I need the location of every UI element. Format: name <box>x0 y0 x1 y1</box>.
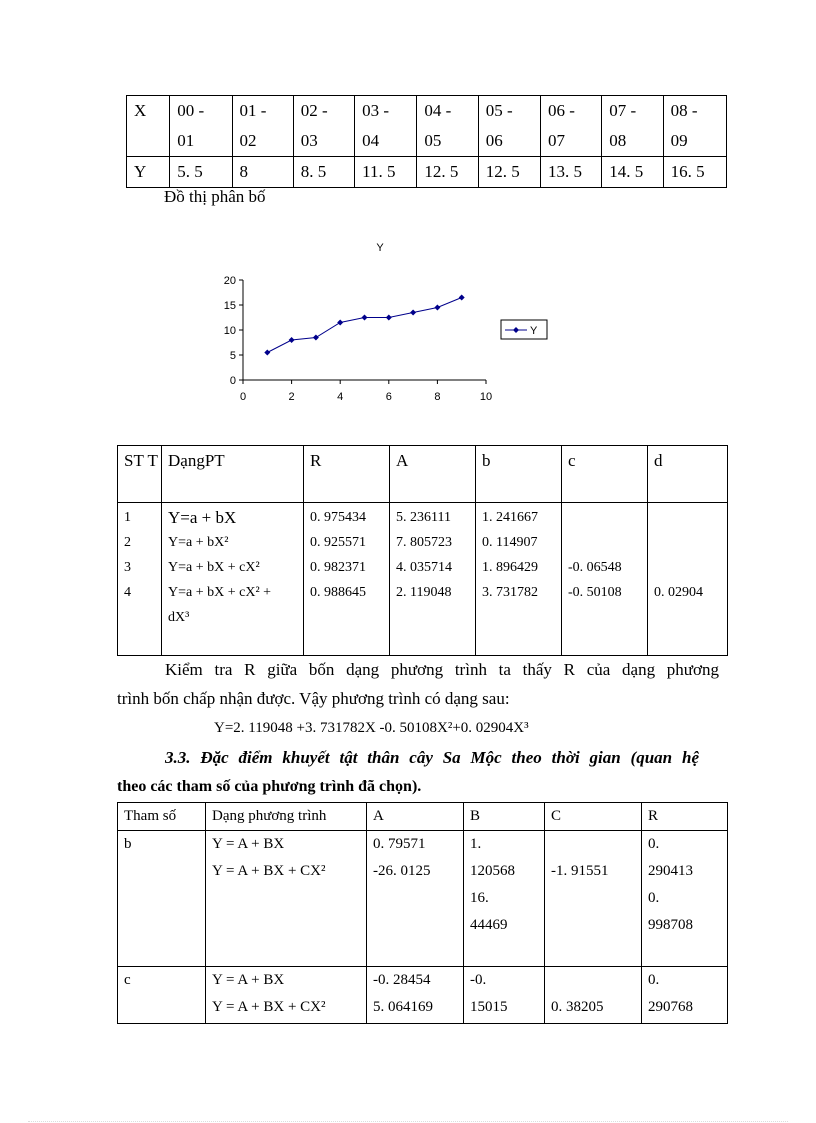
header-a: A <box>367 803 464 831</box>
a-cell: 0. 79571 -26. 0125 <box>367 831 464 967</box>
header-r: R <box>304 446 390 503</box>
y-label: Y <box>127 157 170 188</box>
header-row <box>118 803 728 831</box>
y-cell: 8 <box>232 157 293 188</box>
table-row <box>118 831 728 967</box>
y-cell: 14. 5 <box>602 157 663 188</box>
table-row <box>118 967 728 1024</box>
y-tick-label: 5 <box>229 350 236 362</box>
header-b: b <box>476 446 562 503</box>
header-c: C <box>545 803 642 831</box>
b-cell: 1. 241667 0. 114907 1. 896429 3. 731782 <box>476 503 562 656</box>
x-cell: 00 - 01 <box>170 96 232 157</box>
series-line-y <box>267 298 461 353</box>
chart-title: Y <box>376 242 384 254</box>
c-cell: -1. 91551 <box>545 831 642 967</box>
header-row <box>118 446 728 503</box>
data-point <box>313 335 319 341</box>
x-cell: 06 - 07 <box>540 96 601 157</box>
x-label: X <box>127 96 170 157</box>
param-cell: c <box>118 967 206 1024</box>
data-point <box>410 310 416 316</box>
y-cell: 12. 5 <box>417 157 478 188</box>
y-cell: 11. 5 <box>355 157 417 188</box>
y-tick-label: 10 <box>223 325 236 337</box>
r-cell: 0. 290413 0. 998708 <box>642 831 728 967</box>
a-cell: 5. 236111 7. 805723 4. 035714 2. 119048 <box>390 503 476 656</box>
section-heading: 3.3. Đặc điểm khuyết tật thân cây Sa Mộc theo thời gian (quan hệ <box>165 748 699 767</box>
y-cell: 12. 5 <box>478 157 540 188</box>
data-point <box>459 295 465 301</box>
c-cell: -0. 06548 -0. 50108 <box>562 503 648 656</box>
data-point <box>434 305 440 311</box>
form-cell: Y = A + BX Y = A + BX + CX² <box>206 831 367 967</box>
x-cell: 08 - 09 <box>663 96 726 157</box>
c-cell: 0. 38205 <box>545 967 642 1024</box>
equation: Y=2. 119048 +3. 731782X -0. 50108X²+0. 02904X³ <box>214 720 529 736</box>
x-cell: 05 - 06 <box>478 96 540 157</box>
section-heading-line-2: theo các tham số của phương trình đã chọn). <box>117 778 422 795</box>
y-tick-label: 20 <box>223 275 236 287</box>
parameter-table <box>117 802 728 1024</box>
distribution-table <box>126 95 727 188</box>
y-tick-label: 0 <box>229 375 236 387</box>
r-cell: 0. 290768 <box>642 967 728 1024</box>
y-cell: 8. 5 <box>293 157 354 188</box>
y-tick-label: 15 <box>223 300 236 312</box>
distribution-chart <box>200 232 560 412</box>
legend-label: Y <box>530 325 538 337</box>
values-row <box>118 503 728 656</box>
y-cell: 16. 5 <box>663 157 726 188</box>
header-stt: ST T <box>118 446 162 503</box>
stt-cell: 1 2 3 4 <box>118 503 162 656</box>
data-point <box>264 350 270 356</box>
param-cell: b <box>118 831 206 967</box>
b-cell: -0. 15015 <box>464 967 545 1024</box>
header-a: A <box>390 446 476 503</box>
x-tick-label: 6 <box>385 391 392 403</box>
d-cell: 0. 02904 <box>648 503 728 656</box>
data-point <box>337 320 343 326</box>
header-b: B <box>464 803 545 831</box>
x-cell: 02 - 03 <box>293 96 354 157</box>
header-param: Tham số <box>118 803 206 831</box>
paragraph-line-1: Kiểm tra R giữa bốn dạng phương trình ta thấy R của dạng phương <box>165 660 719 679</box>
header-form: Dạng phương trình <box>206 803 367 831</box>
x-row <box>127 96 727 157</box>
regression-table <box>117 445 728 656</box>
b-cell: 1. 120568 16. 44469 <box>464 831 545 967</box>
data-point <box>289 337 295 343</box>
data-point <box>362 315 368 321</box>
page-bottom-rule <box>28 1121 788 1122</box>
x-cell: 07 - 08 <box>602 96 663 157</box>
a-cell: -0. 28454 5. 064169 <box>367 967 464 1024</box>
x-cell: 03 - 04 <box>355 96 417 157</box>
header-c: c <box>562 446 648 503</box>
y-cell: 5. 5 <box>170 157 232 188</box>
header-d: d <box>648 446 728 503</box>
form-cell: Y = A + BX Y = A + BX + CX² <box>206 967 367 1024</box>
paragraph-line-2: trình bốn chấp nhận được. Vậy phương trình có dạng sau: <box>117 689 510 708</box>
x-tick-label: 8 <box>434 391 441 403</box>
r-cell: 0. 975434 0. 925571 0. 982371 0. 988645 <box>304 503 390 656</box>
data-point <box>386 315 392 321</box>
y-cell: 13. 5 <box>540 157 601 188</box>
form-cell: Y=a + bX Y=a + bX² Y=a + bX + cX² Y=a + bX + cX² + dX³ <box>162 503 304 656</box>
x-cell: 01 - 02 <box>232 96 293 157</box>
x-tick-label: 4 <box>337 391 344 403</box>
x-tick-label: 0 <box>239 391 247 403</box>
header-form: DạngPT <box>162 446 304 503</box>
x-tick-label: 10 <box>479 391 493 403</box>
legend <box>501 320 547 339</box>
x-tick-label: 2 <box>288 391 295 403</box>
header-r: R <box>642 803 728 831</box>
x-cell: 04 - 05 <box>417 96 478 157</box>
chart-caption: Đồ thị phân bố <box>164 187 266 206</box>
